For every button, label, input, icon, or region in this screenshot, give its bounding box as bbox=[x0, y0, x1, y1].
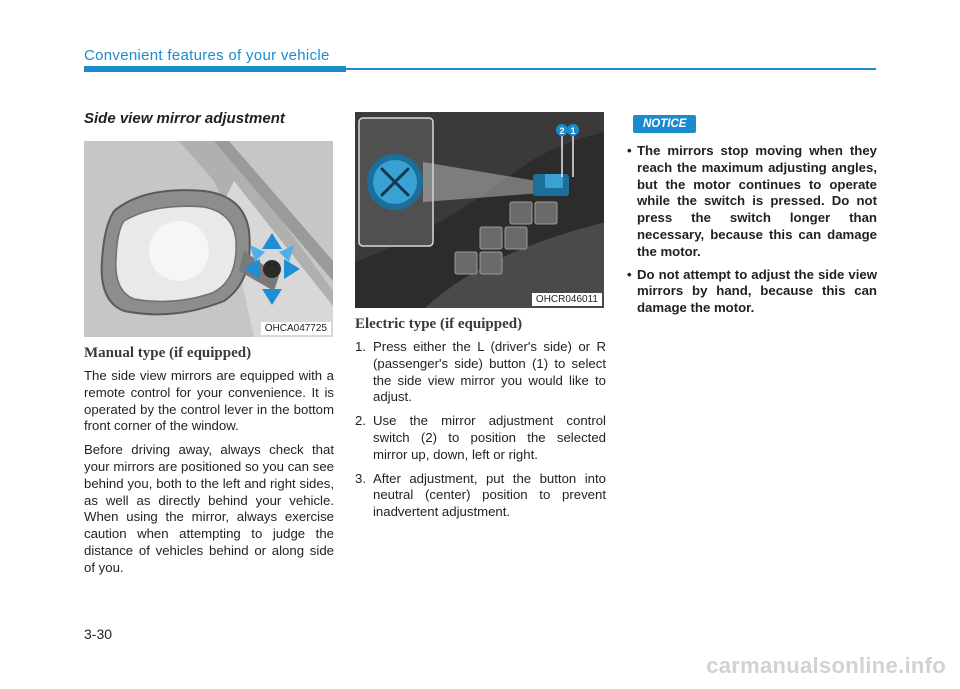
header-title: Convenient features of your vehicle bbox=[84, 47, 330, 64]
header-bar bbox=[84, 66, 346, 72]
list-item: • The mirrors stop moving when they reach the maximum adjusting angles, but the motor continues to operate while the switch is pressed. Do not press the switch longer than necessary, because this can damage the motor. bbox=[625, 143, 877, 261]
section-title: Side view mirror adjustment bbox=[84, 110, 285, 127]
notice-list bbox=[625, 143, 877, 317]
list-item: 3. After adjustment, put the button into neutral (center) position to prevent inadvertent adjustment. bbox=[355, 470, 606, 520]
figure-code: OHCA047725 bbox=[261, 322, 331, 335]
page-number: 3-30 bbox=[84, 626, 113, 642]
electric-type-heading: Electric type (if equipped) bbox=[355, 316, 523, 332]
manual-type-heading: Manual type (if equipped) bbox=[84, 345, 252, 361]
list-item: 1. Press either the L (driver's side) or R (passenger's side) button (1) to select the side view mirror you would like to adjust. bbox=[355, 339, 606, 405]
callout-1: 1 bbox=[570, 126, 576, 136]
manual-mirror-illustration bbox=[84, 141, 333, 337]
column-right bbox=[625, 110, 877, 323]
figure-code: OHCR046011 bbox=[532, 293, 602, 306]
list-item: 2. Use the mirror adjustment control switch (2) to position the selected mirror up, down, left or right. bbox=[355, 413, 606, 462]
list-item: • Do not attempt to adjust the side view mirrors by hand, because this can damage the motor. bbox=[625, 267, 877, 317]
electric-switch-illustration bbox=[355, 112, 604, 308]
manual-paragraph-1: The side view mirrors are equipped with a remote control for your convenience. It is operated by the control lever in the bottom front corner of the window. bbox=[84, 368, 334, 434]
notice-badge: NOTICE bbox=[633, 115, 696, 133]
callout-2: 2 bbox=[559, 126, 565, 136]
column-middle bbox=[355, 110, 606, 528]
watermark: carmanualsonline.info bbox=[706, 653, 946, 678]
manual-paragraph-2: Before driving away, always check that your mirrors are positioned so you can see behind you, both to the left and right sides, as well as directly behind your vehicle. When using the mirror, always exercise caution when attempting to judge the distance of vehicles behind or along side of you. bbox=[84, 442, 334, 575]
electric-switch-figure bbox=[355, 112, 604, 308]
header-rule bbox=[346, 68, 876, 70]
electric-steps bbox=[355, 339, 606, 521]
manual-mirror-figure bbox=[84, 141, 333, 337]
column-left bbox=[84, 110, 334, 584]
